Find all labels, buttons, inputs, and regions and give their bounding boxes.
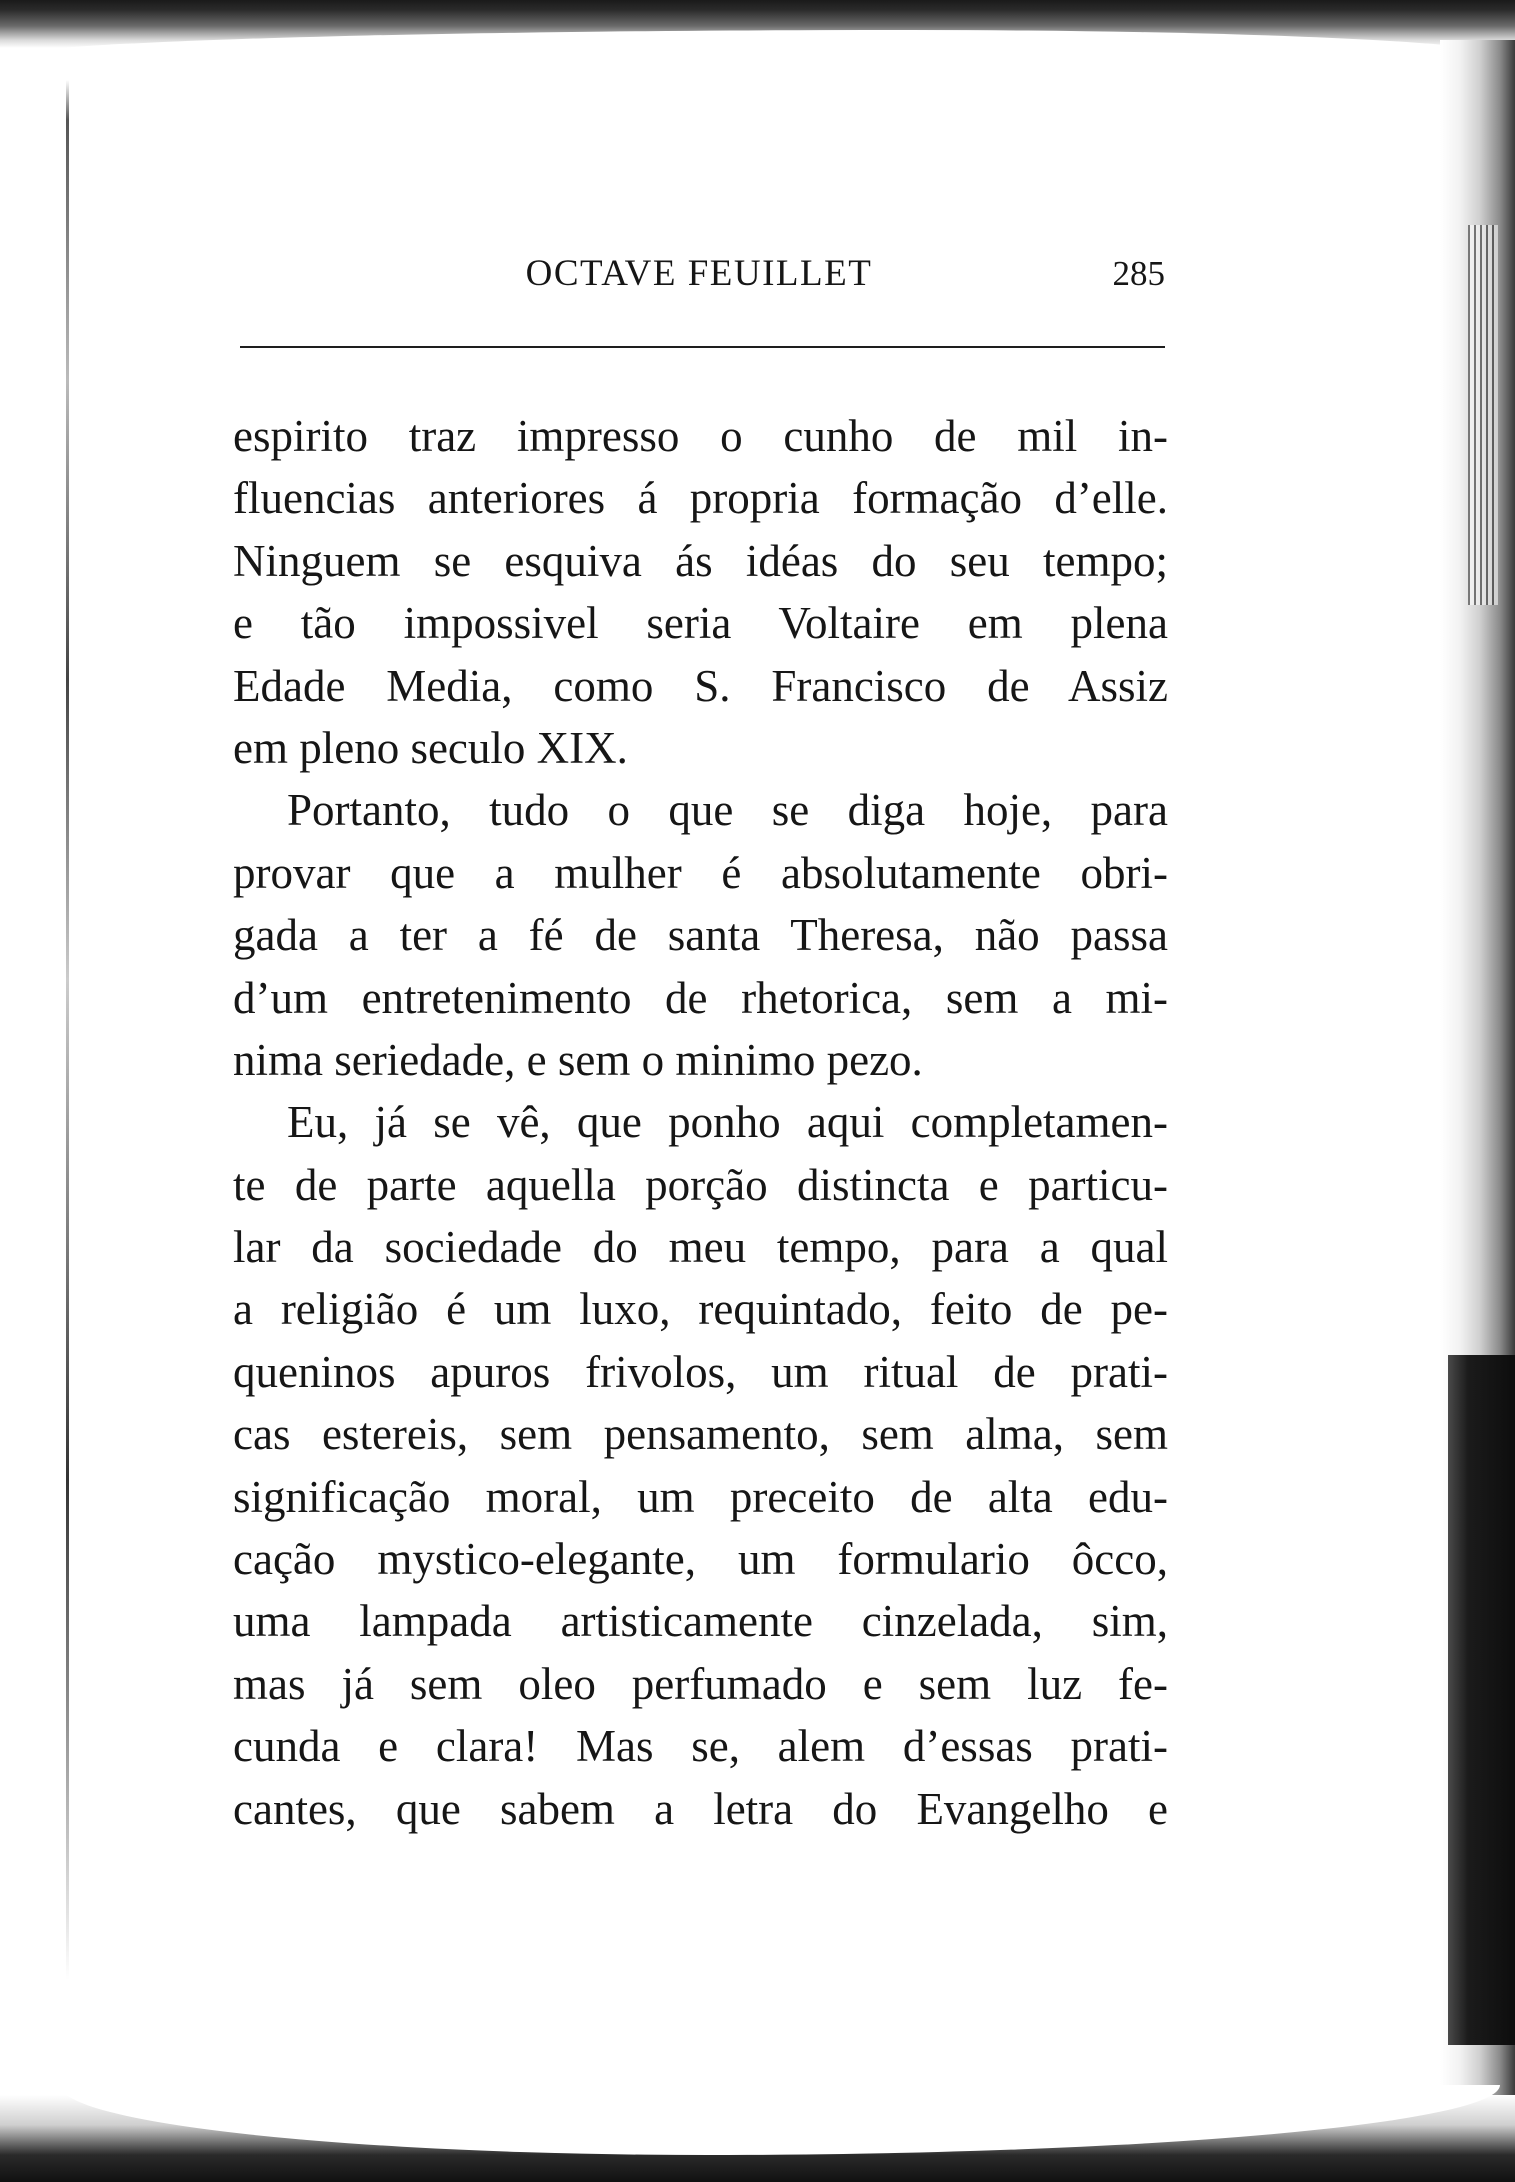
text-line: mas já sem oleo perfumado e sem luz fe- (233, 1658, 1168, 1709)
text-line: d’um entretenimento de rhetorica, sem a mi- (233, 972, 1168, 1023)
header-rule (240, 346, 1165, 348)
scan-page-stack-lines (1468, 225, 1498, 605)
page-number: 285 (1112, 254, 1165, 293)
paragraph-start-line: Eu, já se vê, que ponho aqui completamen- (287, 1097, 1168, 1148)
text-line: a religião é um luxo, requintado, feito de pe- (233, 1284, 1168, 1335)
text-line: provar que a mulher é absolutamente obri- (233, 847, 1168, 898)
text-line: fluencias anteriores á propria formação d’elle. (233, 473, 1168, 524)
text-line: espirito traz impresso o cunho de mil in- (233, 411, 1168, 461)
running-title: OCTAVE FEUILLET (525, 253, 873, 294)
text-line: queninos apuros frivolos, um ritual de prati- (233, 1346, 1168, 1397)
scan-left-gutter-line (66, 80, 69, 1980)
paragraph-start-line: Portanto, tudo o que se diga hoje, para (287, 785, 1168, 836)
text-line: gada a ter a fé de santa Theresa, não passa (233, 910, 1168, 961)
text-line: uma lampada artisticamente cinzelada, sim, (233, 1596, 1168, 1647)
text-line: Edade Media, como S. Francisco de Assiz (233, 660, 1168, 711)
text-line: e tão impossivel seria Voltaire em plena (233, 598, 1168, 649)
text-line: cação mystico-elegante, um formulario ôcco, (233, 1534, 1168, 1585)
text-line: cas estereis, sem pensamento, sem alma, sem (233, 1409, 1168, 1460)
text-line: em pleno seculo XIX. (233, 722, 628, 773)
text-line: te de parte aquella porção distincta e particu- (233, 1159, 1168, 1210)
text-line: cunda e clara! Mas se, alem d’essas prati- (233, 1721, 1168, 1772)
text-line: Ninguem se esquiva ás idéas do seu tempo; (233, 535, 1168, 586)
scan-right-shadow (1448, 1355, 1515, 2045)
body-text (233, 405, 1168, 1840)
text-line: significação moral, um preceito de alta edu- (233, 1471, 1168, 1522)
text-line: cantes, que sabem a letra do Evangelho e (233, 1783, 1168, 1834)
text-line: lar da sociedade do meu tempo, para a qual (233, 1222, 1168, 1273)
running-head (233, 250, 1165, 298)
text-line: nima seriedade, e sem o minimo pezo. (233, 1034, 923, 1085)
